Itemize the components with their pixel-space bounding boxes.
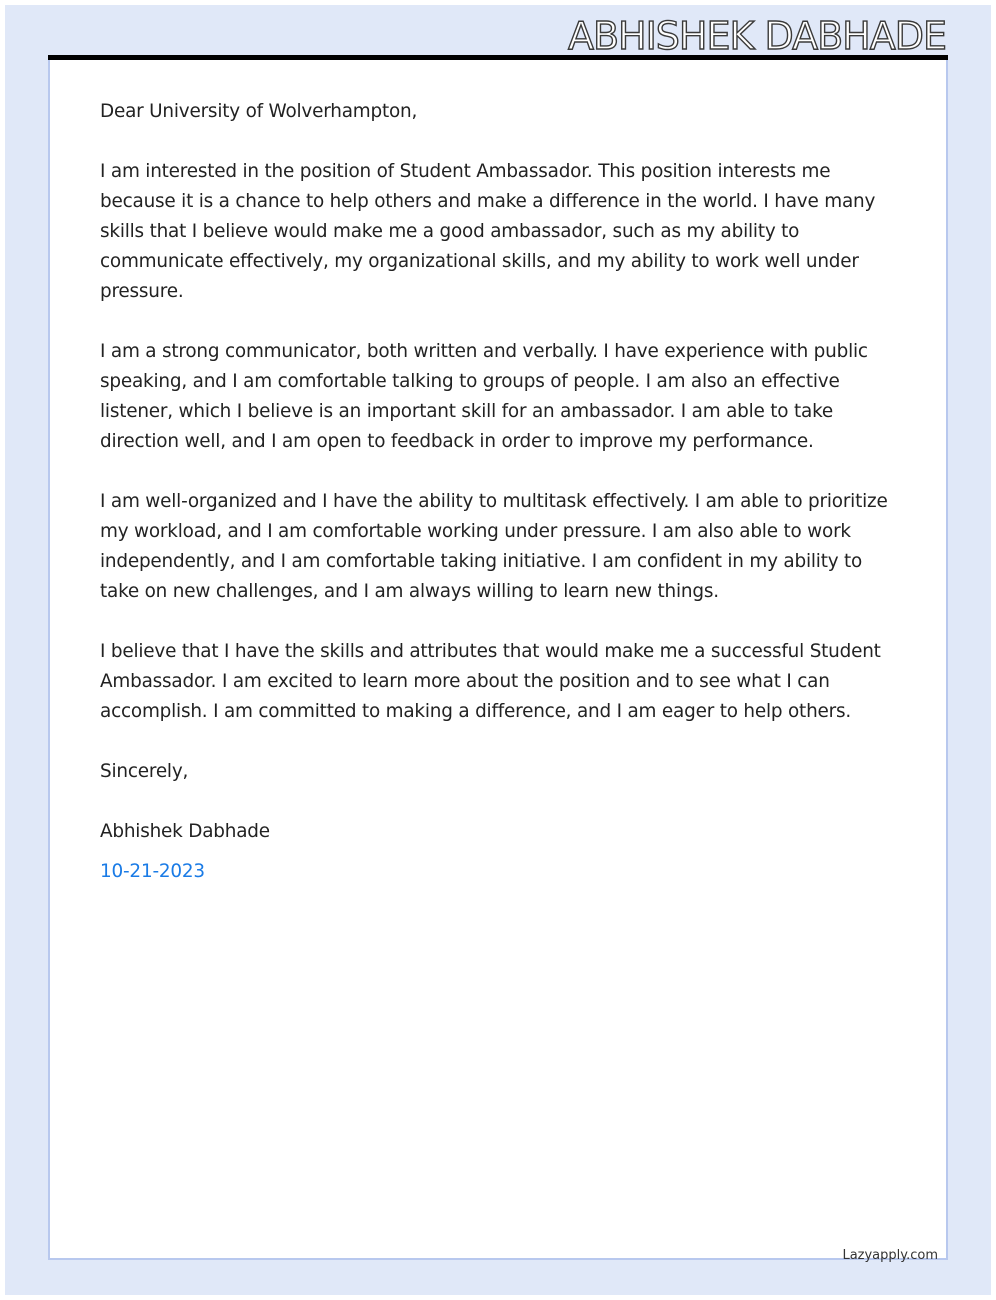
signature: Abhishek Dabhade: [100, 821, 270, 842]
footer-brand: Lazyapply.com: [842, 1248, 938, 1263]
salutation: Dear University of Wolverhampton,: [100, 101, 418, 122]
letter-paragraph-1: I am interested in the position of Student Ambassador. This position interests me because it is a chance to help others and make a difference in the world. I have many skills that I believe would make me a good ambassador, such as my ability to communicate effectively, my organizational skills, and my ability to work well under pressure.: [100, 161, 876, 302]
letter-paragraph-2: I am a strong communicator, both written and verbally. I have experience with public speaking, and I am comfortable talking to groups of people. I am also an effective listener, which I believe is an important skill for an ambassador. I am able to take direction well, and I am open to feedback in order to improve my performance.: [100, 341, 868, 452]
letter-paragraph-4: I believe that I have the skills and attributes that would make me a successful Student Ambassador. I am excited to learn more about the position and to see what I can accomplish. I am committed to making a difference, and I am eager to help others.: [100, 641, 881, 722]
closing: Sincerely,: [100, 761, 189, 782]
letter-body: [100, 97, 900, 917]
applicant-name-header: ABHISHEK DABHADE: [567, 14, 946, 58]
letter-paragraph-3: I am well-organized and I have the ability to multitask effectively. I am able to prioritize my workload, and I am comfortable working under pressure. I am also able to work independently, and I am comfortable taking initiative. I am confident in my ability to take on new challenges, and I am always willing to learn new things.: [100, 491, 888, 602]
letter-date: 10-21-2023: [100, 861, 205, 882]
